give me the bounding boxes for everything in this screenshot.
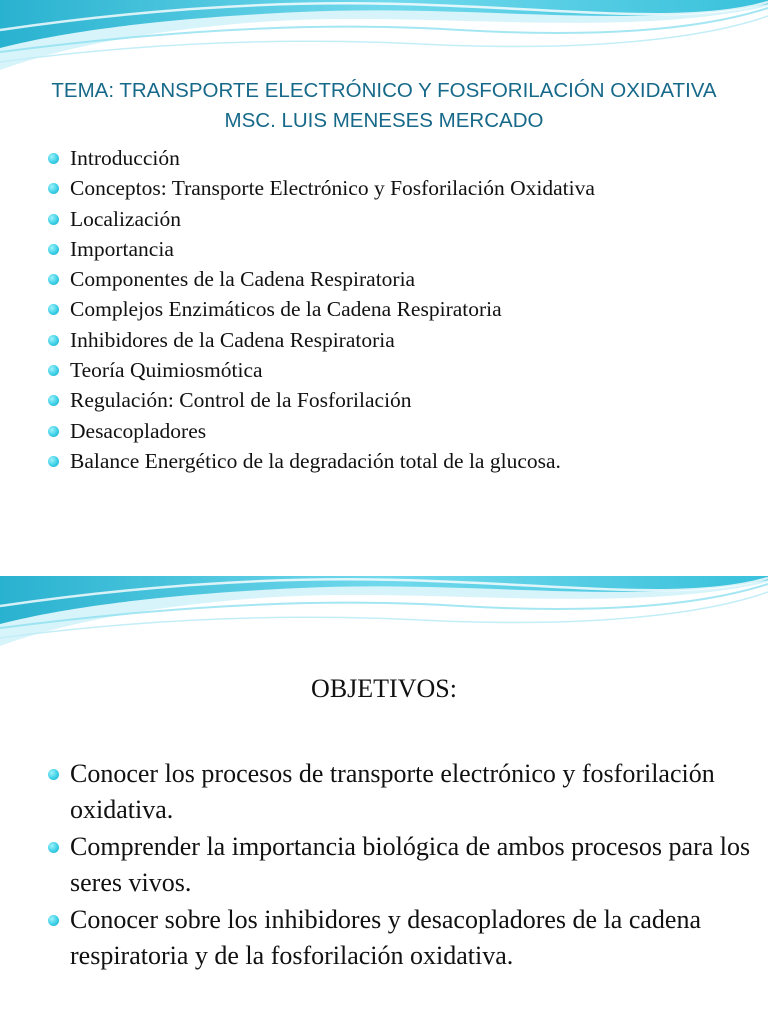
list-item [48,449,748,473]
list-item-text: Conocer los procesos de transporte electrónico y fosforilación oxidativa. [70,759,715,824]
list-item-text: Balance Energético de la degradación total de la glucosa. [70,448,561,473]
bullet-icon [48,395,59,406]
list-item-text: Inhibidores de la Cadena Respiratoria [70,327,395,352]
list-item [48,237,748,261]
list-item-text: Componentes de la Cadena Respiratoria [70,267,416,292]
bullet-icon [48,915,59,926]
objectives-list [48,756,753,975]
list-item [48,328,748,352]
list-item-text: Complejos Enzimáticos de la Cadena Respiratoria [70,297,502,322]
list-item [48,207,748,231]
list-item [48,419,748,443]
list-item-text: Introducción [70,146,180,170]
header-wave-decoration [0,576,768,666]
list-item [48,297,748,321]
bullet-icon [48,426,59,437]
list-item-text: Regulación: Control de la Fosforilación [70,388,412,413]
bullet-icon [48,365,59,376]
list-item [48,176,748,200]
list-item [48,358,748,382]
list-item [48,902,753,974]
bullet-icon [48,456,59,467]
list-item-text: Conceptos: Transporte Electrónico y Fosforilación Oxidativa [70,176,595,201]
bullet-icon [48,244,59,255]
title-line-author: MSC. LUIS MENESES MERCADO [224,109,544,132]
bullet-icon [48,183,59,194]
list-item [48,146,748,170]
list-item-text: Localización [70,206,182,231]
bullet-icon [48,769,59,780]
list-item-text: Teoría Quimiosmótica [70,358,263,383]
agenda-list [48,146,748,479]
list-item-text: Comprender la importancia biológica de ambos procesos para los seres vivos. [70,832,751,897]
list-item-text: Desacopladores [70,418,207,443]
list-item [48,756,753,828]
objectives-heading: OBJETIVOS: [311,674,457,703]
bullet-icon [48,153,59,164]
bullet-icon [48,304,59,315]
title-line-topic: TEMA: TRANSPORTE ELECTRÓNICO Y FOSFORILACIÓN OXIDATIVA [51,79,717,102]
slide-objectives [0,576,768,1024]
list-item-text: Conocer sobre los inhibidores y desacopladores de la cadena respiratoria y de la fosforilación oxidativa. [70,905,702,970]
slide-title [0,76,768,136]
bullet-icon [48,842,59,853]
list-item [48,829,753,901]
bullet-icon [48,274,59,285]
bullet-icon [48,335,59,346]
list-item [48,388,748,412]
list-item-text: Importancia [70,236,174,261]
bullet-icon [48,214,59,225]
list-item [48,267,748,291]
